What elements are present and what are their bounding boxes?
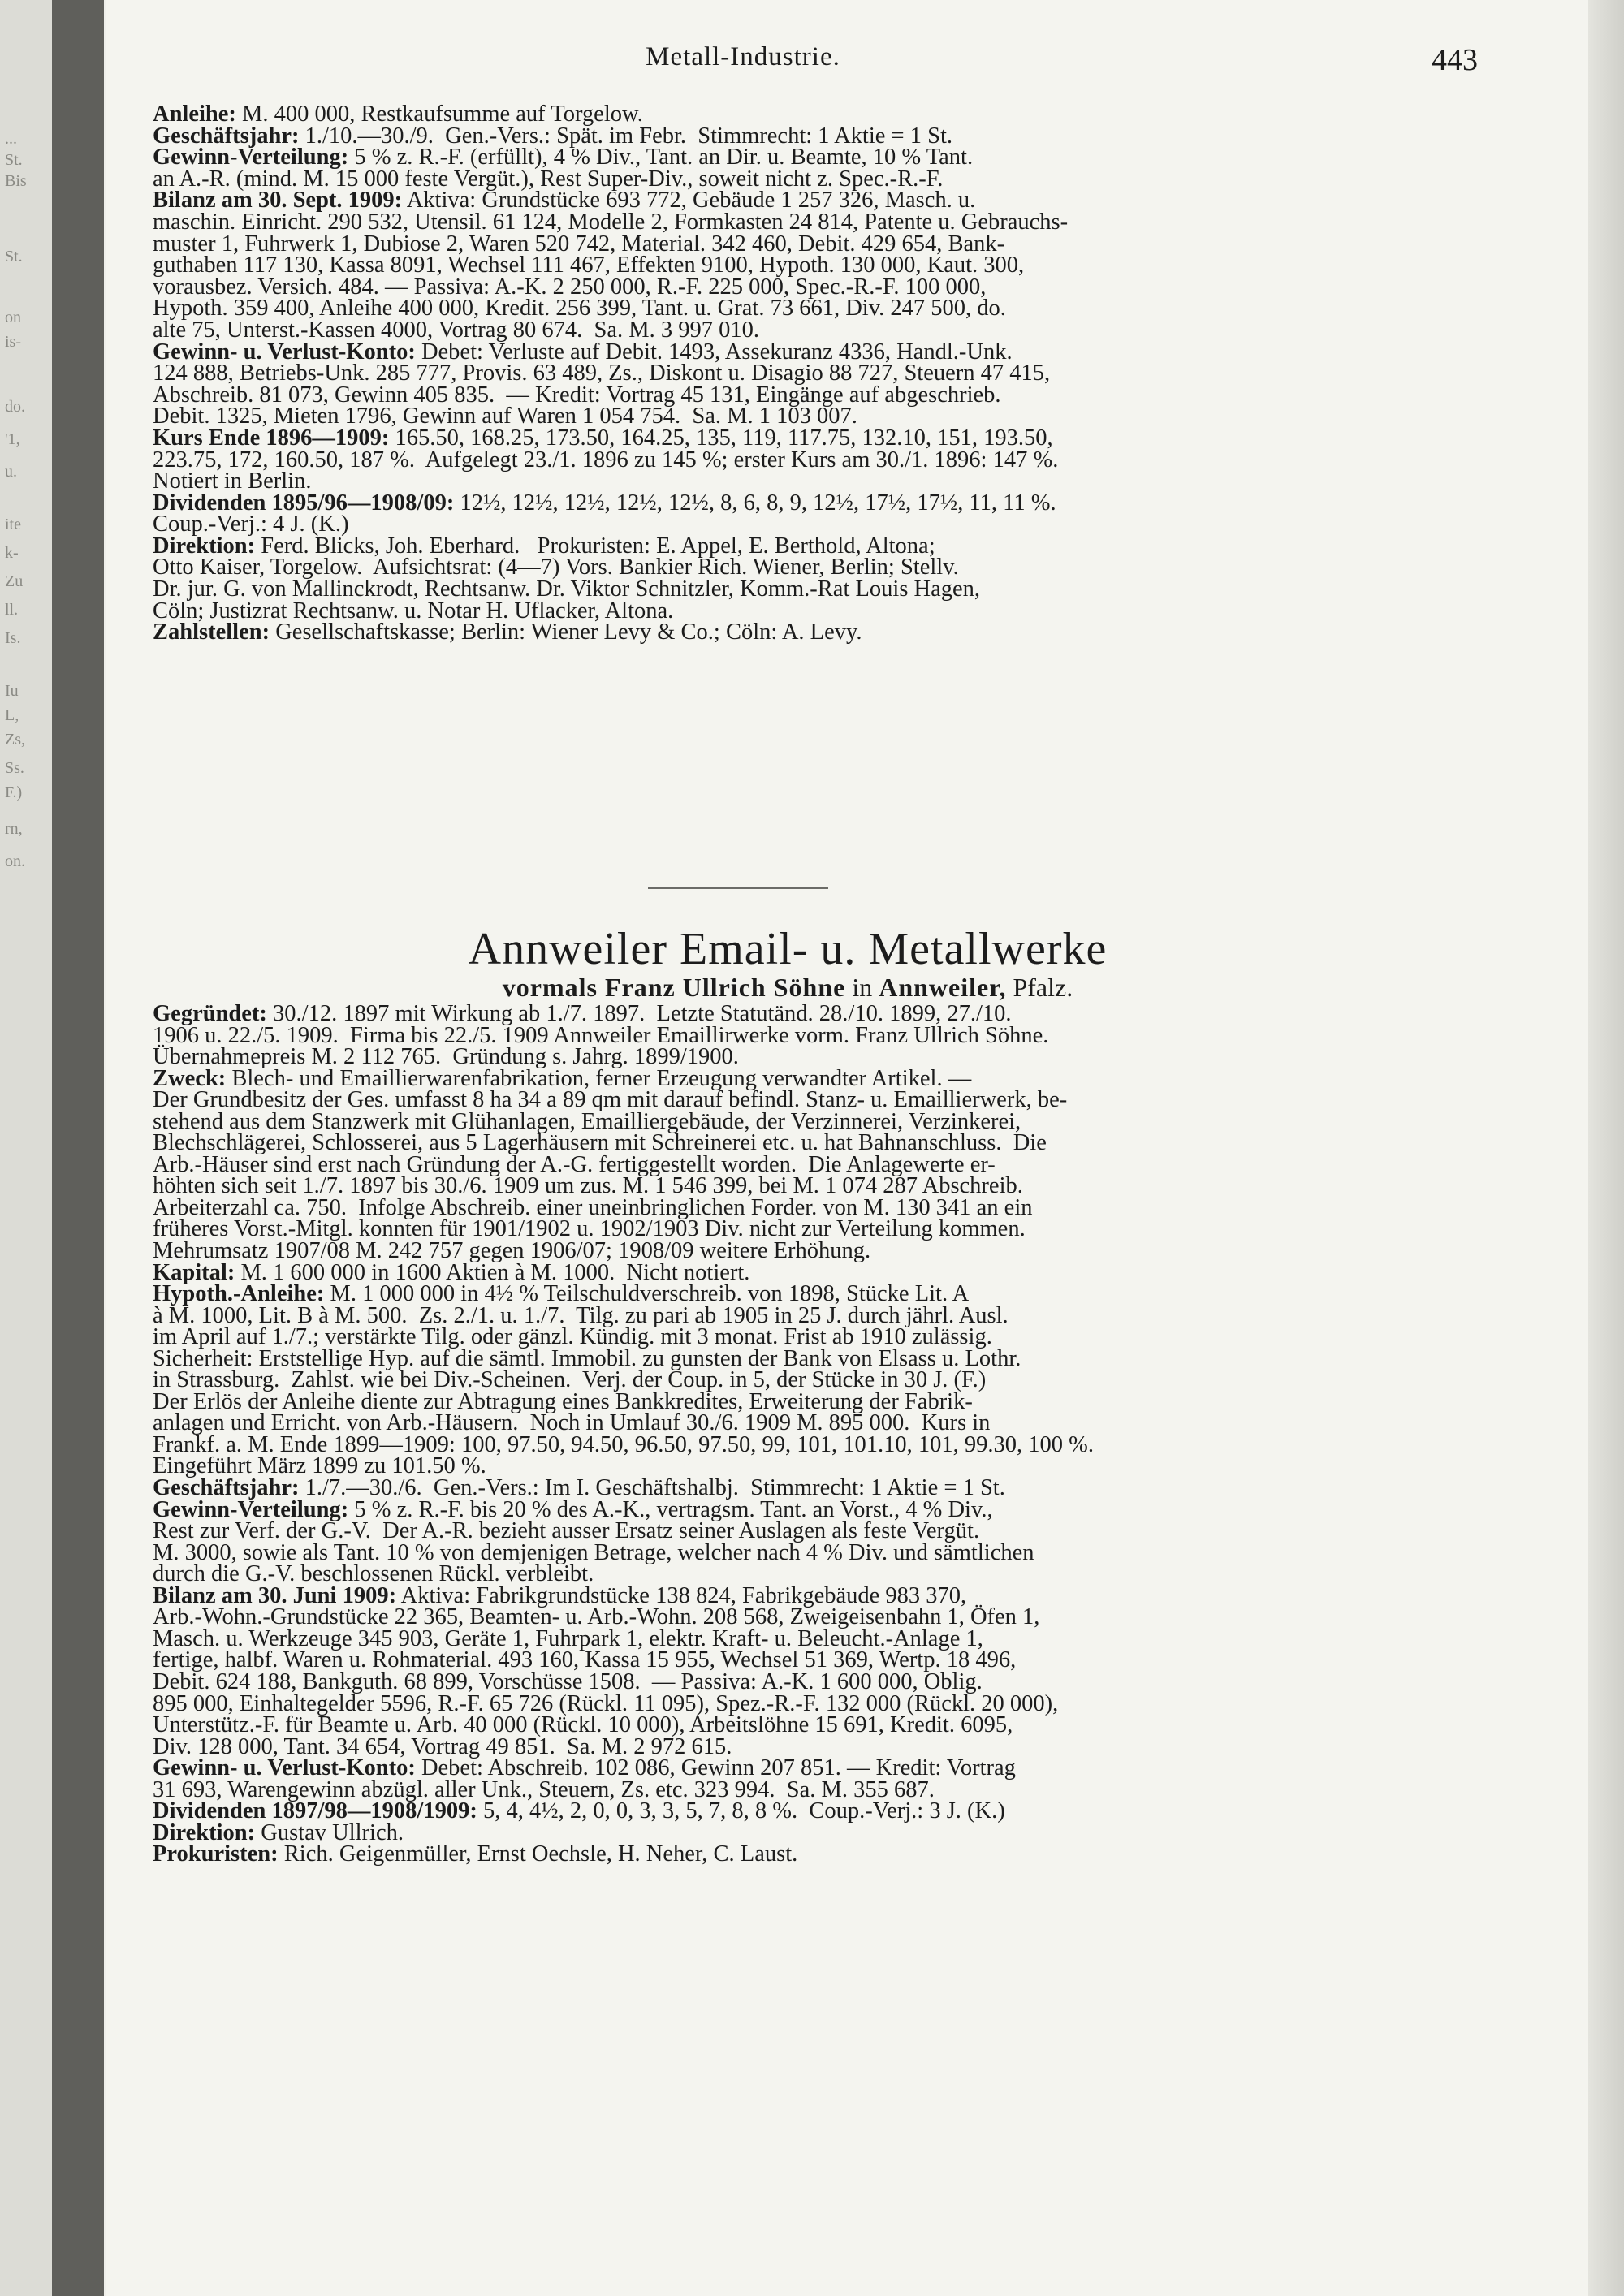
- text-line: 1906 u. 22./5. 1909. Firma bis 22./5. 1909 Annweiler Emaillirwerke vorm. Franz Ullrich Söhne.: [153, 1022, 1049, 1048]
- text-line: Abschreib. 81 073, Gewinn 405 835. — Kredit: Vortrag 45 131, Eingänge auf abgeschrieb.: [153, 382, 1001, 408]
- text-line: Zweck: Blech- und Emaillierwarenfabrikation, ferner Erzeugung verwandter Artikel. —: [153, 1065, 972, 1091]
- text-line: Arbeiterzahl ca. 750. Infolge Abschreib. einer uneinbringlichen Forder. von M. 130 341 an ein: [153, 1194, 1033, 1220]
- text-line: muster 1, Fuhrwerk 1, Dubiose 2, Waren 520 742, Material. 342 460, Debit. 429 654, Bank-: [153, 231, 1005, 257]
- subtitle-place: Annweiler,: [879, 973, 1007, 1002]
- text-line: 124 888, Betriebs-Unk. 285 777, Provis. 63 489, Zs., Diskont u. Disagio 88 727, Steuern 47 415,: [153, 360, 1051, 386]
- company-entry-body: [153, 1003, 1492, 1866]
- text-line: Notiert in Berlin.: [153, 468, 312, 494]
- text-line: Übernahmepreis M. 2 112 765. Gründung s. Jahrg. 1899/1900.: [153, 1044, 739, 1070]
- text-line: Gegründet: 30./12. 1897 mit Wirkung ab 1./7. 1897. Letzte Statutänd. 28./10. 1899, 27./10.: [153, 1001, 1012, 1026]
- margin-fragment: do.: [5, 398, 25, 416]
- text-line: Coup.-Verj.: 4 J. (K.): [153, 511, 349, 537]
- text-line: Masch. u. Werkzeuge 345 903, Geräte 1, Fuhrpark 1, elektr. Kraft- u. Beleucht.-Anlage 1,: [153, 1625, 983, 1651]
- margin-fragment: Bis: [5, 172, 27, 190]
- text-line: Unterstütz.-F. für Beamte u. Arb. 40 000 (Rückl. 10 000), Arbeitslöhne 15 691, Kredit. 6095,: [153, 1712, 1013, 1738]
- margin-fragment: '1,: [5, 430, 20, 448]
- text-line: Div. 128 000, Tant. 34 654, Vortrag 49 851. Sa. M. 2 972 615.: [153, 1733, 732, 1759]
- text-line: M. 3000, sowie als Tant. 10 % von demjenigen Betrage, welcher nach 4 % Div. und sämtlichen: [153, 1539, 1034, 1565]
- text-line: durch die G.-V. beschlossenen Rückl. verbleibt.: [153, 1561, 594, 1587]
- text-line: Anleihe: M. 400 000, Restkaufsumme auf Torgelow.: [153, 101, 643, 127]
- margin-fragment: Zu: [5, 572, 24, 590]
- text-line: 895 000, Einhaltegelder 5596, R.-F. 65 726 (Rückl. 11 095), Spez.-R.-F. 132 000 (Rückl. 20 000),: [153, 1690, 1059, 1716]
- text-line: Geschäftsjahr: 1./7.—30./6. Gen.-Vers.: Im I. Geschäftshalbj. Stimmrecht: 1 Aktie = 1 St.: [153, 1475, 1005, 1501]
- text-line: Sicherheit: Erststellige Hyp. auf die sämtl. Immobil. zu gunsten der Bank von Elsass u. Lothr.: [153, 1345, 1021, 1371]
- text-line: Debit. 624 188, Bankguth. 68 899, Vorschüsse 1508. — Passiva: A.-K. 1 600 000, Oblig.: [153, 1668, 983, 1694]
- margin-fragment: Is.: [5, 629, 21, 647]
- text-line: Otto Kaiser, Torgelow. Aufsichtsrat: (4—7) Vors. Bankier Rich. Wiener, Berlin; Stellv.: [153, 555, 959, 580]
- margin-fragment: k-: [5, 544, 19, 562]
- margin-fragment: Zs,: [5, 731, 25, 749]
- margin-fragment: is-: [5, 333, 21, 351]
- page-header: [106, 42, 1588, 83]
- text-line: Direktion: Gustav Ullrich.: [153, 1819, 404, 1845]
- text-line: à M. 1000, Lit. B à M. 500. Zs. 2./1. u. 1./7. Tilg. zu pari ab 1905 in 25 J. durch jährl. Ausl.: [153, 1302, 1009, 1328]
- text-line: Dr. jur. G. von Mallinckrodt, Rechtsanw. Dr. Viktor Schnitzler, Komm.-Rat Louis Hagen,: [153, 576, 981, 602]
- text-line: Frankf. a. M. Ende 1899—1909: 100, 97.50, 94.50, 96.50, 97.50, 99, 101, 101.10, 101, 99.30, 100 %.: [153, 1431, 1094, 1457]
- text-line: im April auf 1./7.; verstärkte Tilg. oder gänzl. Kündig. mit 3 monat. Frist ab 1910 zulässig.: [153, 1324, 992, 1350]
- text-line: 223.75, 172, 160.50, 187 %. Aufgelegt 23./1. 1896 zu 145 %; erster Kurs am 30./1. 1896: 147 %.: [153, 447, 1059, 473]
- book-page: [106, 0, 1588, 2296]
- text-line: alte 75, Unterst.-Kassen 4000, Vortrag 80 674. Sa. M. 3 997 010.: [153, 317, 759, 343]
- previous-company-entry: [153, 101, 1492, 645]
- margin-fragment: rn,: [5, 820, 23, 838]
- text-line: Geschäftsjahr: 1./10.—30./9. Gen.-Vers.: Spät. im Febr. Stimmrecht: 1 Aktie = 1 St.: [153, 123, 953, 149]
- text-line: Kurs Ende 1896—1909: 165.50, 168.25, 173.50, 164.25, 135, 119, 117.75, 132.10, 151, 193.50,: [153, 425, 1053, 451]
- margin-fragment: L,: [5, 706, 19, 724]
- text-line: stehend aus dem Stanzwerk mit Glühanlagen, Emailliergebäude, der Verzinnerei, Verzinkerei,: [153, 1108, 1021, 1134]
- text-line: Dividenden 1897/98—1908/1909: 5, 4, 4½, 2, 0, 0, 3, 3, 5, 7, 8, 8 %. Coup.-Verj.: 3 J. (K.): [153, 1798, 1005, 1824]
- text-line: vorausbez. Versich. 484. — Passiva: A.-K. 2 250 000, R.-F. 225 000, Spec.-R.-F. 100 000,: [153, 274, 987, 300]
- text-line: maschin. Einricht. 290 532, Utensil. 61 124, Modelle 2, Formkasten 24 814, Patente u. Gebrauchs-: [153, 209, 1069, 235]
- text-line: Prokuristen: Rich. Geigenmüller, Ernst Oechsle, H. Neher, C. Laust.: [153, 1841, 798, 1867]
- margin-fragment: St.: [5, 151, 23, 169]
- text-line: 31 693, Warengewinn abzügl. aller Unk., Steuern, Zs. etc. 323 994. Sa. M. 355 687.: [153, 1776, 935, 1802]
- margin-fragment: ll.: [5, 601, 19, 619]
- margin-fragment: ...: [5, 130, 17, 148]
- text-line: Debit. 1325, Mieten 1796, Gewinn auf Waren 1 054 754. Sa. M. 1 103 007.: [153, 404, 857, 429]
- text-line: anlagen und Erricht. von Arb.-Häusern. Noch in Umlauf 30./6. 1909 M. 895 000. Kurs in: [153, 1410, 991, 1436]
- text-line: Arb.-Häuser sind erst nach Gründung der A.-G. fertiggestellt worden. Die Anlagewerte er-: [153, 1151, 996, 1177]
- text-line: fertige, halbf. Waren u. Rohmaterial. 493 160, Kassa 15 955, Wechsel 51 369, Wertp. 18 496,: [153, 1647, 1017, 1673]
- text-line: Gewinn-Verteilung: 5 % z. R.-F. bis 20 % des A.-K., vertragsm. Tant. an Vorst., 4 % Div.,: [153, 1496, 993, 1522]
- page-edge: [1588, 0, 1624, 2296]
- text-line: Der Grundbesitz der Ges. umfasst 8 ha 34 a 89 qm mit darauf befindl. Stanz- u. Emaillierwerk, be-: [153, 1087, 1068, 1113]
- text-line: Zahlstellen: Gesellschaftskasse; Berlin: Wiener Levy & Co.; Cöln: A. Levy.: [153, 619, 862, 645]
- text-line: Mehrumsatz 1907/08 M. 242 757 gegen 1906/07; 1908/09 weitere Erhöhung.: [153, 1238, 871, 1264]
- company-subtitle: [106, 973, 1470, 1003]
- section-divider: [648, 887, 828, 889]
- text-line: Hypoth. 359 400, Anleihe 400 000, Kredit. 256 399, Tant. u. Grat. 73 661, Div. 247 500, do.: [153, 296, 1006, 322]
- margin-fragment: F.): [5, 783, 23, 801]
- book-gutter: [52, 0, 104, 2296]
- margin-fragment: ite: [5, 516, 21, 533]
- subtitle-connector: in: [845, 973, 879, 1002]
- text-line: an A.-R. (mind. M. 15 000 feste Vergüt.), Rest Super-Div., soweit nicht z. Spec.-R.-F.: [153, 166, 944, 192]
- margin-fragment: St.: [5, 248, 23, 265]
- text-line: Blechschlägerei, Schlosserei, aus 5 Lagerhäusern mit Schreinerei etc. u. hat Bahnanschluss. Die: [153, 1130, 1047, 1156]
- text-line: Hypoth.-Anleihe: M. 1 000 000 in 4½ % Teilschuldverschreib. von 1898, Stücke Lit. A: [153, 1281, 970, 1307]
- text-line: Gewinn- u. Verlust-Konto: Debet: Verluste auf Debit. 1493, Assekuranz 4336, Handl.-Unk.: [153, 339, 1013, 365]
- running-title: Metall-Industrie.: [646, 42, 840, 71]
- margin-fragment: on.: [5, 852, 25, 870]
- text-line: in Strassburg. Zahlst. wie bei Div.-Scheinen. Verj. der Coup. in 5, der Stücke in 30 J. (F.): [153, 1367, 987, 1393]
- text-line: Dividenden 1895/96—1908/09: 12½, 12½, 12½, 12½, 12½, 8, 6, 8, 9, 12½, 17½, 17½, 11, 11 %.: [153, 490, 1056, 516]
- text-line: guthaben 117 130, Kassa 8091, Wechsel 111 467, Effekten 9100, Hypoth. 130 000, Kaut. 300,: [153, 252, 1025, 278]
- margin-fragment: on: [5, 309, 21, 326]
- text-line: Arb.-Wohn.-Grundstücke 22 365, Beamten- u. Arb.-Wohn. 208 568, Zweigeisenbahn 1, Öfen 1,: [153, 1604, 1040, 1630]
- company-title: Annweiler Email- u. Metallwerke: [468, 924, 1108, 974]
- margin-fragment: Ss.: [5, 759, 24, 777]
- text-line: Eingeführt März 1899 zu 101.50 %.: [153, 1453, 486, 1479]
- text-line: Bilanz am 30. Juni 1909: Aktiva: Fabrikgrundstücke 138 824, Fabrikgebäude 983 370,: [153, 1582, 967, 1608]
- text-line: Direktion: Ferd. Blicks, Joh. Eberhard. Prokuristen: E. Appel, E. Berthold, Altona;: [153, 533, 935, 559]
- subtitle-former-name: vormals Franz Ullrich Söhne: [502, 973, 846, 1002]
- margin-fragment: Iu: [5, 682, 19, 700]
- text-line: früheres Vorst.-Mitgl. konnten für 1901/1902 u. 1902/1903 Div. nicht zur Verteilung kommen.: [153, 1216, 1026, 1242]
- text-line: Rest zur Verf. der G.-V. Der A.-R. bezieht ausser Ersatz seiner Auslagen als feste Vergüt.: [153, 1518, 980, 1544]
- adjacent-page-strip: [0, 0, 52, 2296]
- text-line: Kapital: M. 1 600 000 in 1600 Aktien à M. 1000. Nicht notiert.: [153, 1259, 750, 1285]
- text-line: Gewinn-Verteilung: 5 % z. R.-F. (erfüllt), 4 % Div., Tant. an Dir. u. Beamte, 10 % Tant.: [153, 145, 974, 170]
- text-line: Cöln; Justizrat Rechtsanw. u. Notar H. Uflacker, Altona.: [153, 598, 674, 624]
- text-line: Bilanz am 30. Sept. 1909: Aktiva: Grundstücke 693 772, Gebäude 1 257 326, Masch. u.: [153, 188, 976, 214]
- page-number: 443: [1432, 43, 1478, 77]
- text-line: Der Erlös der Anleihe diente zur Abtragung eines Bankkredites, Erweiterung der Fabrik-: [153, 1388, 973, 1414]
- text-line: höhten sich seit 1./7. 1897 bis 30./6. 1909 um zus. M. 1 546 399, bei M. 1 074 287 Abschreib.: [153, 1173, 1023, 1199]
- subtitle-region: Pfalz.: [1006, 973, 1073, 1002]
- text-line: Gewinn- u. Verlust-Konto: Debet: Abschreib. 102 086, Gewinn 207 851. — Kredit: Vortrag: [153, 1755, 1016, 1781]
- margin-fragment: u.: [5, 463, 17, 481]
